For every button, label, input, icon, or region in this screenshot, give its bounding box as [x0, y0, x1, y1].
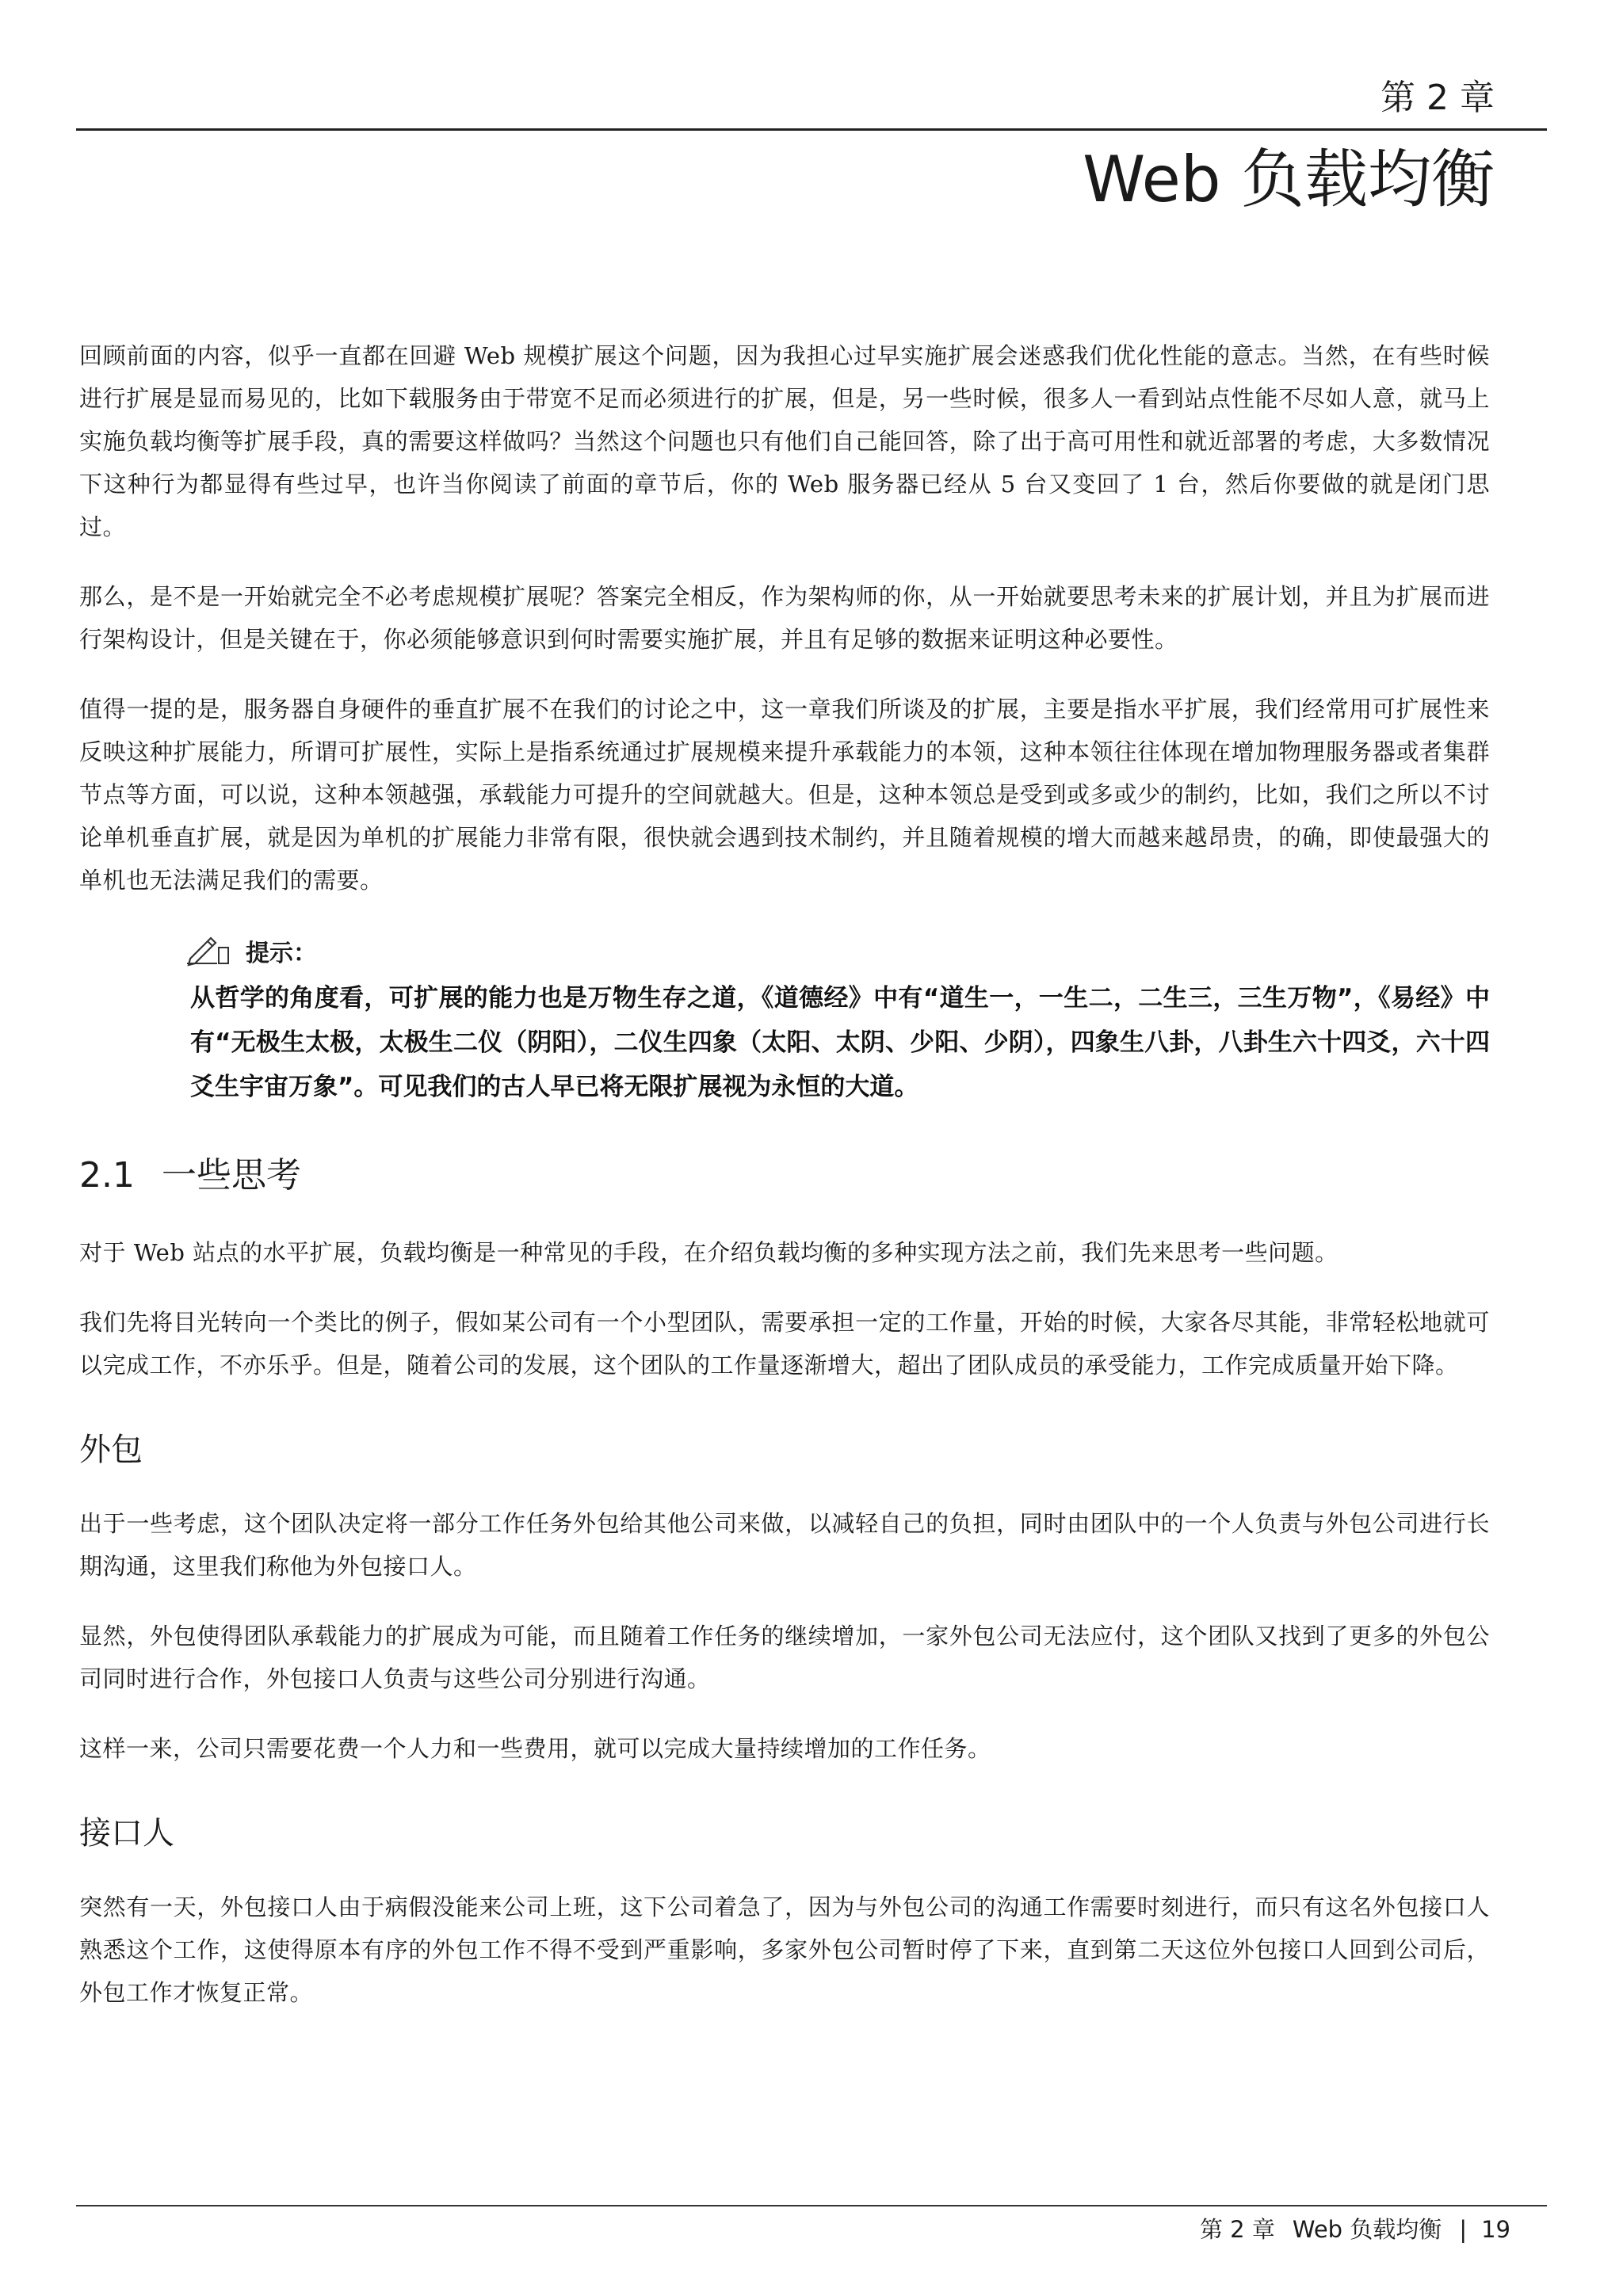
page-number: 19: [1481, 2216, 1510, 2243]
tip-header: [184, 929, 1490, 973]
section-paragraph-1: 对于 Web 站点的水平扩展，负载均衡是一种常见的手段，在介绍负载均衡的多种实现方法之前，我们先来思考一些问题。: [79, 1239, 1338, 1266]
outsourcing-paragraph-1: 出于一些考虑，这个团队决定将一部分工作任务外包给其他公司来做，以减轻自己的负担，同时由团队中的一个人负责与外包公司进行长期沟通，这里我们称他为外包接口人。: [79, 1510, 1490, 1580]
chapter-title: Web 负载均衡: [1083, 143, 1495, 216]
footer-chapter-title: Web 负载均衡: [1292, 2216, 1442, 2243]
outsourcing-paragraph-3: 这样一来，公司只需要花费一个人力和一些费用，就可以完成大量持续增加的工作任务。: [79, 1735, 991, 1762]
tip-label: 提示：: [246, 940, 317, 967]
footer-separator: |: [1459, 2216, 1468, 2243]
section-number: 2.1: [79, 1155, 135, 1196]
tip-text: 从哲学的角度看，可扩展的能力也是万物生存之道，《道德经》中有“道生一，一生二，二生三，三生万物”，《易经》中有“无极生太极，太极生二仪（阴阳），二仪生四象（太阳、太阴、少阳、少阴），四象生八卦，八卦生六十四爻，六十四爻生宇宙万象”。可见我们的古人早已将无限扩展视为永恒的大道。: [190, 984, 1490, 1101]
subheading-outsourcing: 外包: [79, 1432, 143, 1468]
pencil-note-icon: [184, 933, 231, 968]
intro-paragraph-2: 那么，是不是一开始就完全不必考虑规模扩展呢？答案完全相反，作为架构师的你，从一开始就要思考未来的扩展计划，并且为扩展而进行架构设计，但是关键在于，你必须能够意识到何时需要实施扩展，并且有足够的数据来证明这种必要性。: [79, 583, 1490, 653]
footer-rule: [76, 2205, 1547, 2206]
page-footer: [1200, 2212, 1510, 2247]
intro-paragraph-1: 回顾前面的内容，似乎一直都在回避 Web 规模扩展这个问题，因为我担心过早实施扩展会迷惑我们优化性能的意志。当然，在有些时候进行扩展是显而易见的，比如下载服务由于带宽不足而必须进行的扩展，但是，另一些时候，很多人一看到站点性能不尽如人意，就马上实施负载均衡等扩展手段，真的需要这样做吗？当然这个问题也只有他们自己能回答，除了出于高可用性和就近部署的考虑，大多数情况下这种行为都显得有些过早，也许当你阅读了前面的章节后，你的 Web 服务器已经从 5 台又变回了 1 台，然后你要做的就是闭门思过。: [79, 342, 1490, 540]
intro-paragraph-3: 值得一提的是，服务器自身硬件的垂直扩展不在我们的讨论之中，这一章我们所谈及的扩展，主要是指水平扩展，我们经常用可扩展性来反映这种扩展能力，所谓可扩展性，实际上是指系统通过扩展规模来提升承载能力的本领，这种本领往往体现在增加物理服务器或者集群节点等方面，可以说，这种本领越强，承载能力可提升的空间就越大。但是，这种本领总是受到或多或少的制约，比如，我们之所以不讨论单机垂直扩展，就是因为单机的扩展能力非常有限，很快就会遇到技术制约，并且随着规模的增大而越来越昂贵，的确，即使最强大的单机也无法满足我们的需要。: [79, 696, 1490, 894]
section-heading: [79, 1150, 1490, 1201]
header-rule: [76, 128, 1547, 131]
section-title: 一些思考: [162, 1155, 301, 1196]
section-paragraph-2: 我们先将目光转向一个类比的例子，假如某公司有一个小型团队，需要承担一定的工作量，开始的时候，大家各尽其能，非常轻松地就可以完成工作，不亦乐乎。但是，随着公司的发展，这个团队的工作量逐渐增大，超出了团队成员的承受能力，工作完成质量开始下降。: [79, 1309, 1490, 1379]
outsourcing-paragraph-2: 显然，外包使得团队承载能力的扩展成为可能，而且随着工作任务的继续增加，一家外包公司无法应付，这个团队又找到了更多的外包公司同时进行合作，外包接口人负责与这些公司分别进行沟通。: [79, 1623, 1490, 1692]
footer-chapter-label: 第 2 章: [1199, 2216, 1275, 2243]
tip-box: [79, 929, 1490, 1109]
chapter-label: 第 2 章: [1381, 78, 1495, 118]
interface-paragraph-1: 突然有一天，外包接口人由于病假没能来公司上班，这下公司着急了，因为与外包公司的沟通工作需要时刻进行，而只有这名外包接口人熟悉这个工作，这使得原本有序的外包工作不得不受到严重影响，多家外包公司暂时停了下来，直到第二天这位外包接口人回到公司后，外包工作才恢复正常。: [79, 1894, 1490, 2006]
page-body: [79, 334, 1490, 2041]
subheading-interface-person: 接口人: [79, 1815, 174, 1852]
